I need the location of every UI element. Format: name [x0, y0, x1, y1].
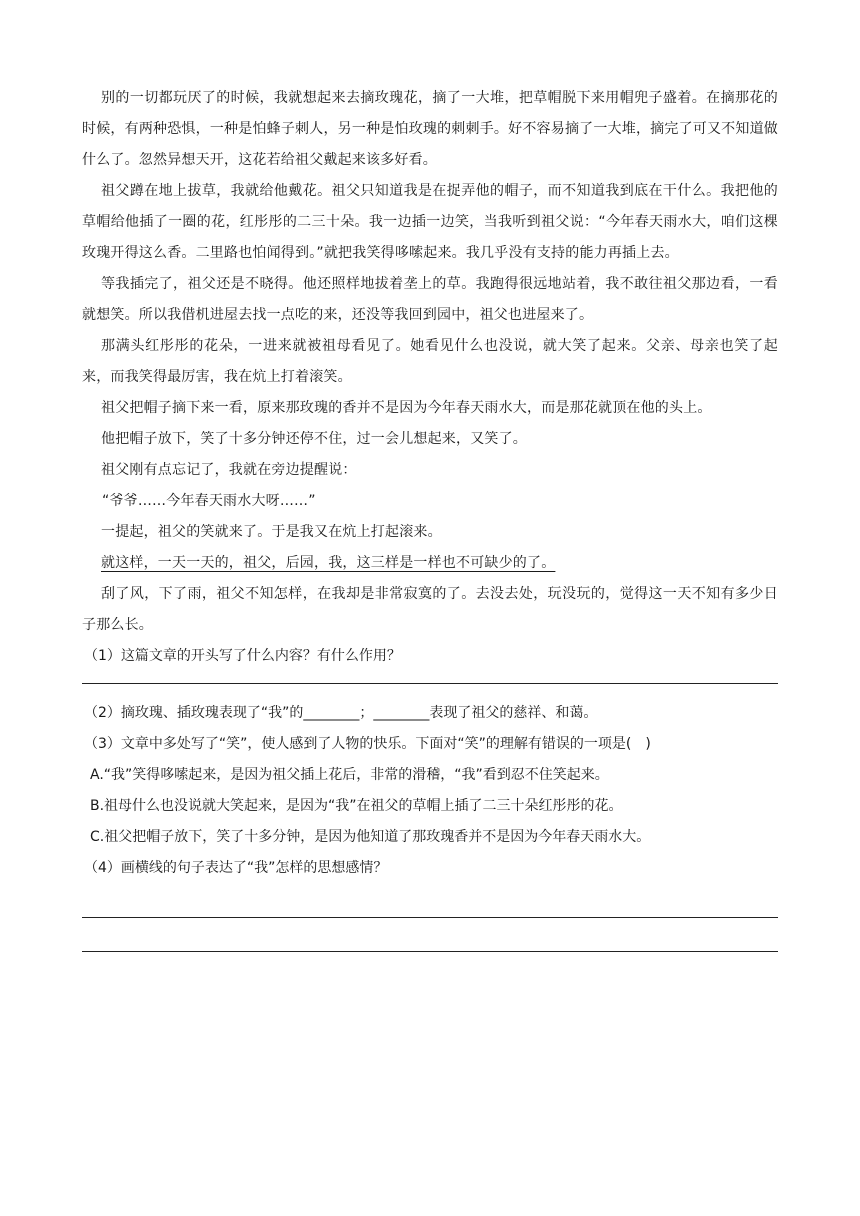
question-3-option-c[interactable]: C.祖父把帽子放下，笑了十多分钟，是因为他知道了那玫瑰香并不是因为今年春天雨水大。 [90, 829, 651, 845]
passage-paragraph-4: 那满头红彤彤的花朵，一进来就被祖母看见了。她看见什么也没说，就大笑了起来。父亲、母亲也笑了起来，而我笑得最厉害，我在炕上打着滚笑。 [82, 338, 778, 385]
question-2: （2）摘玫瑰、插玫瑰表现了“我”的________；________表现了祖父的慈祥、和蔼。 [84, 705, 598, 721]
passage-paragraph-9: 一提起，祖父的笑就来了。于是我又在炕上打起滚来。 [101, 524, 442, 540]
passage-paragraph-3: 等我插完了，祖父还是不晓得。他还照样地拔着垄上的草。我跑得很远地站着，我不敢往祖父那边看，一看就想笑。所以我借机进屋去找一点吃的来，还没等我回到园中，祖父也进屋来了。 [82, 276, 778, 323]
underlined-sentence-text: 就这样，一天一天的，祖父，后园，我，这三样是一样也不可缺少的了。 [101, 555, 556, 571]
question-3-option-b[interactable]: B.祖母什么也没说就大笑起来，是因为“我”在祖父的草帽上插了二三十朵红彤彤的花。 [90, 798, 623, 814]
passage-paragraph-1: 别的一切都玩厌了的时候，我就想起来去摘玫瑰花，摘了一大堆，把草帽脱下来用帽兜子盛着。在摘那花的时候，有两种恐惧，一种是怕蜂子刺人，另一种是怕玫瑰的刺刺手。好不容易摘了一大堆，摘完了可又不知道做什么了。忽然异想天开，这花若给祖父戴起来该多好看。 [82, 90, 778, 168]
question-4: （4）画横线的句子表达了“我”怎样的思想感情？ [84, 860, 388, 876]
passage-paragraph-2: 祖父蹲在地上拔草，我就给他戴花。祖父只知道我是在捉弄他的帽子，而不知道我到底在干什么。我把他的草帽给他插了一圈的花，红彤彤的二三十朵。我一边插一边笑，当我听到祖父说：“今年春天雨水大，咱们这棵玫瑰开得这么香。二里路也怕闻得到。”就把我笑得哆嗦起来。我几乎没有支持的能力再插上去。 [82, 183, 778, 261]
question-1: （1）这篇文章的开头写了什么内容？有什么作用？ [84, 648, 401, 664]
passage-paragraph-11: 刮了风，下了雨，祖父不知怎样，在我却是非常寂寞的了。去没去处，玩没玩的，觉得这一天不知有多少日子那么长。 [82, 586, 778, 633]
answer-line-q4-second[interactable] [82, 951, 778, 952]
worksheet-page [82, 83, 778, 952]
passage-paragraph-7: 祖父刚有点忘记了，我就在旁边提醒说： [101, 462, 357, 478]
passage-dialogue: “爷爷……今年春天雨水大呀……” [102, 493, 316, 509]
passage-paragraph-6: 他把帽子放下，笑了十多分钟还停不住，过一会儿想起来，又笑了。 [101, 431, 527, 447]
passage-paragraph-5: 祖父把帽子摘下来一看，原来那玫瑰的香并不是因为今年春天雨水大，而是那花就顶在他的头上。 [101, 400, 712, 416]
underlined-sentence [82, 548, 778, 579]
question-3-option-a[interactable]: A.“我”笑得哆嗦起来，是因为祖父插上花后，非常的滑稽，“我”看到忍不住笑起来。 [90, 767, 609, 783]
question-3: （3）文章中多处写了“笑”，使人感到了人物的快乐。下面对“笑”的理解有错误的一项是( ) [84, 736, 651, 752]
